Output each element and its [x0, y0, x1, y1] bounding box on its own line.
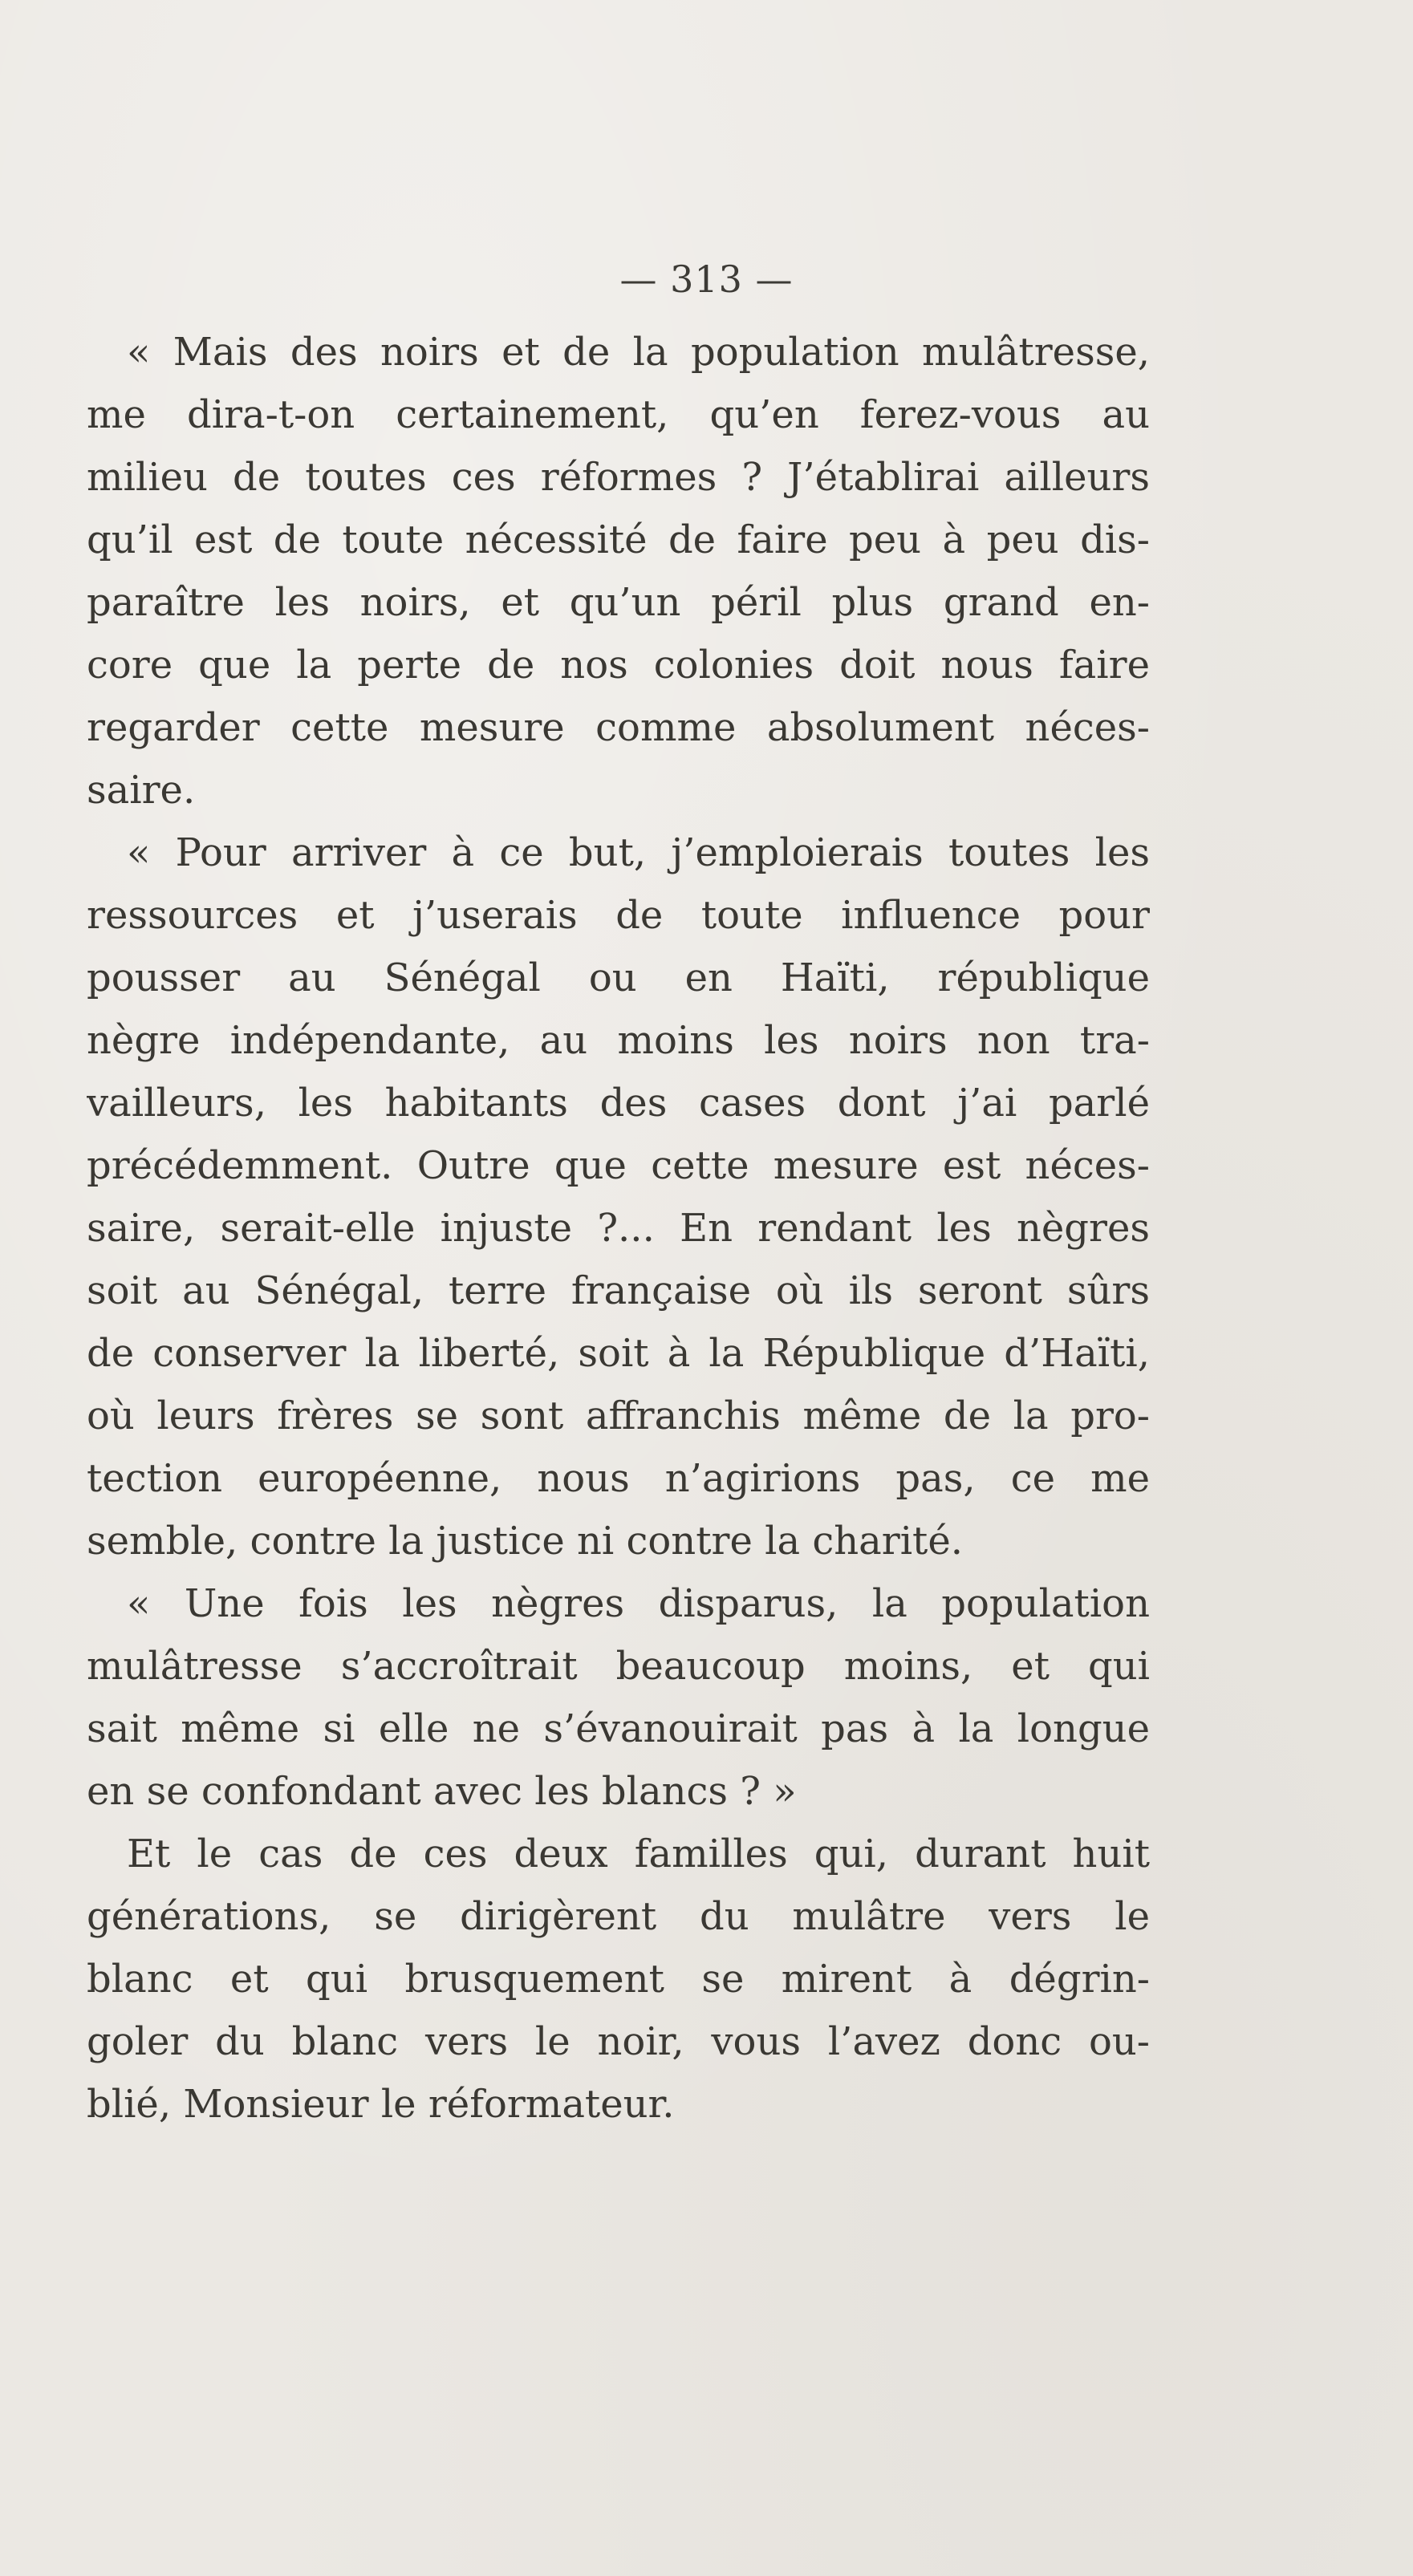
- text-line: blanc et qui brusquement se mirent à dégrin-: [87, 1957, 1150, 2002]
- text-line: saire, serait-elle injuste ?... En rendant les nègres: [87, 1206, 1150, 1251]
- text-line: goler du blanc vers le noir, vous l’avez donc ou-: [87, 2019, 1150, 2064]
- text-line: « Une fois les nègres disparus, la population: [127, 1581, 1150, 1626]
- text-line: « Pour arriver à ce but, j’emploierais toutes les: [127, 830, 1150, 875]
- text-line: générations, se dirigèrent du mulâtre vers le: [87, 1894, 1150, 1939]
- text-line: semble, contre la justice ni contre la charité.: [87, 1519, 963, 1564]
- text-line: ressources et j’userais de toute influence pour: [87, 893, 1150, 938]
- text-line: mulâtresse s’accroîtrait beaucoup moins, et qui: [87, 1644, 1150, 1689]
- page-number: — 313 —: [619, 258, 794, 301]
- body-text: [87, 321, 1150, 2136]
- text-line: core que la perte de nos colonies doit nous faire: [87, 643, 1150, 688]
- text-line: nègre indépendante, au moins les noirs non tra-: [87, 1018, 1150, 1063]
- text-line: soit au Sénégal, terre française où ils seront sûrs: [87, 1268, 1150, 1313]
- text-line: me dira-t-on certainement, qu’en ferez-vous au: [87, 392, 1150, 437]
- text-line: en se confondant avec les blancs ? »: [87, 1769, 797, 1814]
- text-line: « Mais des noirs et de la population mulâtresse,: [127, 330, 1150, 375]
- text-line: où leurs frères se sont affranchis même de la pro-: [87, 1393, 1150, 1438]
- text-line: vailleurs, les habitants des cases dont j’ai parlé: [87, 1081, 1150, 1126]
- text-line: tection européenne, nous n’agirions pas, ce me: [87, 1456, 1150, 1501]
- text-line: qu’il est de toute nécessité de faire peu à peu dis-: [87, 517, 1150, 562]
- text-line: de conserver la liberté, soit à la République d’Haïti,: [87, 1331, 1150, 1376]
- text-line: regarder cette mesure comme absolument néces-: [87, 705, 1150, 750]
- text-line: saire.: [87, 768, 196, 813]
- text-line: sait même si elle ne s’évanouirait pas à la longue: [87, 1706, 1150, 1751]
- text-line: paraître les noirs, et qu’un péril plus grand en-: [87, 580, 1150, 625]
- text-line: milieu de toutes ces réformes ? J’établirai ailleurs: [87, 455, 1150, 500]
- text-line: blié, Monsieur le réformateur.: [87, 2082, 675, 2127]
- text-line: précédemment. Outre que cette mesure est néces-: [87, 1143, 1150, 1188]
- text-line: Et le cas de ces deux familles qui, durant huit: [127, 1832, 1150, 1876]
- text-line: pousser au Sénégal ou en Haïti, république: [87, 955, 1150, 1000]
